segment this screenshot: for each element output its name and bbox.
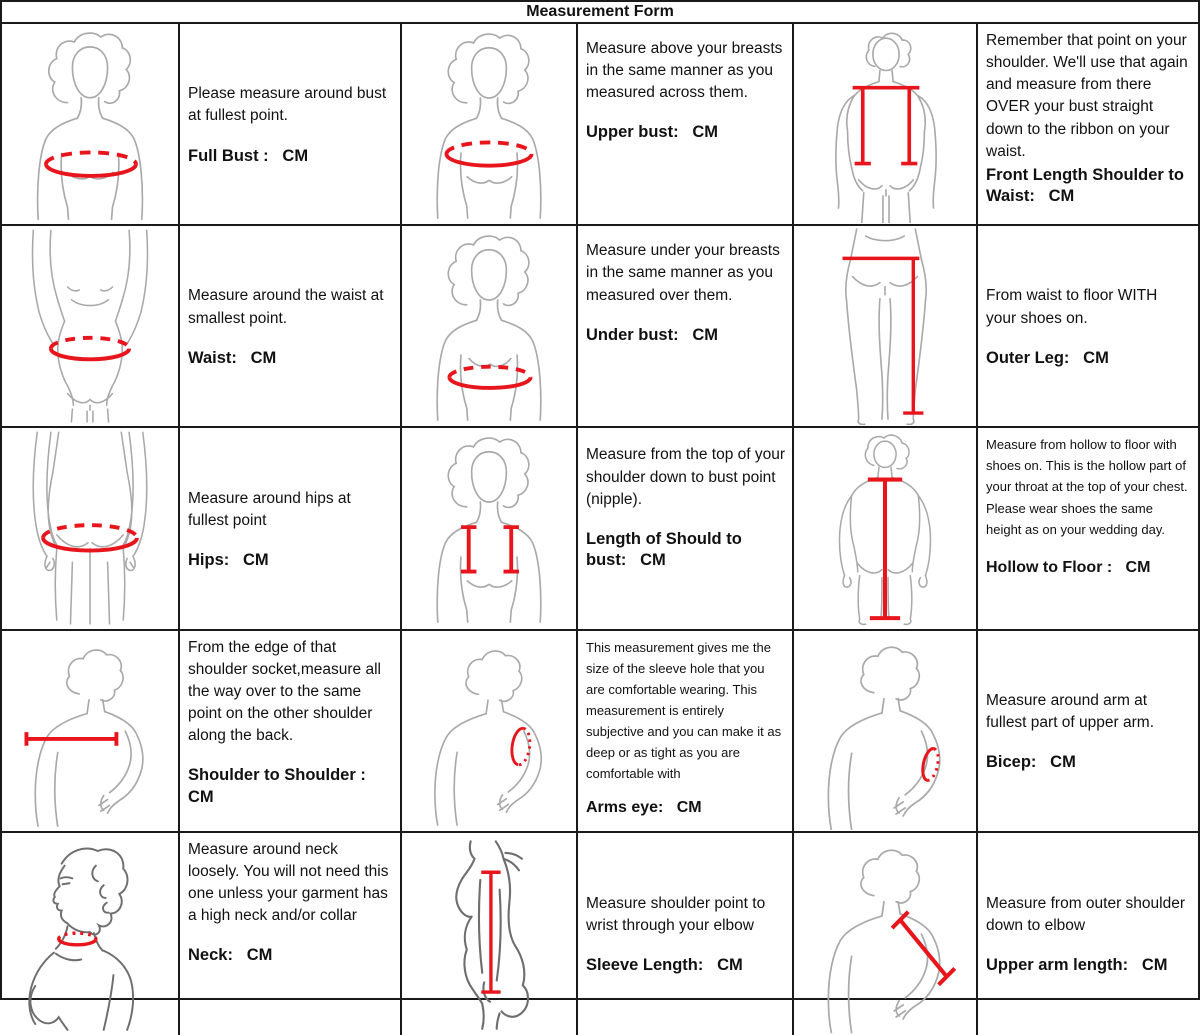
measure-cell-sleeve-length bbox=[578, 833, 794, 1035]
shoulder-to-shoulder-illustration bbox=[3, 632, 177, 830]
measurement-label: Neck: CM bbox=[188, 946, 273, 965]
measurement-label: Sleeve Length: CM bbox=[586, 956, 743, 975]
measure-cell-outer-leg bbox=[978, 226, 1198, 428]
full-bust-illustration bbox=[3, 25, 177, 223]
measure-cell-under-bust bbox=[578, 226, 794, 428]
measurement-description: Remember that point on your shoulder. We'll use that again and measure from there OVER your bust straight down to the ribbon on your waist. bbox=[986, 32, 1188, 160]
figure-cell-under-bust bbox=[402, 226, 578, 428]
upper-arm-length-illustration bbox=[795, 834, 975, 1034]
hips-illustration bbox=[3, 429, 177, 627]
measurement-description: Measure shoulder point to wrist through your elbow bbox=[586, 894, 766, 935]
outer-leg-illustration bbox=[795, 227, 975, 425]
measure-cell-waist bbox=[180, 226, 402, 428]
measurement-label: Bicep: CM bbox=[986, 753, 1076, 772]
measurement-description: Measure from outer shoulder down to elbow bbox=[986, 894, 1186, 935]
neck-illustration bbox=[3, 834, 177, 1034]
measure-cell-hollow-to-floor bbox=[978, 428, 1198, 630]
measurement-description: Measure around arm at fullest part of upper arm. bbox=[986, 691, 1154, 731]
measurement-description: Measure above your breasts in the same manner as you measured across them. bbox=[586, 40, 783, 102]
measure-cell-neck bbox=[180, 833, 402, 1035]
figure-cell-hips bbox=[2, 428, 180, 630]
figure-cell-upper-bust bbox=[402, 24, 578, 226]
measure-cell-shoulder-to-shoulder bbox=[180, 631, 402, 833]
measurement-description: From waist to floor WITH your shoes on. bbox=[986, 287, 1158, 327]
measurement-label: Full Bust : CM bbox=[188, 146, 309, 165]
figure-cell-neck bbox=[2, 833, 180, 1035]
measurement-label: Upper bust: CM bbox=[586, 123, 718, 142]
figure-cell-bicep bbox=[794, 631, 978, 833]
measurement-description: Measure from hollow to floor with shoes on. This is the hollow part of your throat at the top of your chest. Please wear shoes the same height as on your wedding day. bbox=[986, 437, 1188, 537]
measurement-description: Measure around neck loosely. You will not need this one unless your garment has a high neck and/or collar bbox=[188, 840, 389, 925]
measurement-description: This measurement gives me the size of the sleeve hole that you are comfortable wearing. This measurement is entirely subjective and you can make it as deep or as tight as you are comfortable with bbox=[586, 639, 782, 781]
measurement-label: Upper arm length: CM bbox=[986, 956, 1168, 975]
measurement-label: Outer Leg: CM bbox=[986, 348, 1109, 367]
figure-cell-arms-eye bbox=[402, 631, 578, 833]
figure-cell-shoulder-to-bust bbox=[402, 428, 578, 630]
measurement-description: Measure under your breasts in the same manner as you measured over them. bbox=[586, 242, 780, 304]
measurement-description: Measure around hips at fullest point bbox=[188, 489, 351, 529]
figure-cell-outer-leg bbox=[794, 226, 978, 428]
measure-cell-full-bust bbox=[180, 24, 402, 226]
upper-bust-illustration bbox=[403, 25, 575, 223]
measurement-label: Length of Should to bust: CM bbox=[586, 529, 747, 570]
figure-cell-shoulder-to-shoulder bbox=[2, 631, 180, 833]
measure-cell-hips bbox=[180, 428, 402, 630]
waist-illustration bbox=[3, 227, 177, 425]
measurement-label: Arms eye: CM bbox=[586, 798, 702, 816]
shoulder-to-bust-illustration bbox=[403, 429, 575, 627]
figure-cell-full-bust bbox=[2, 24, 180, 226]
under-bust-illustration bbox=[403, 227, 575, 425]
measurement-description: Measure from the top of your shoulder down to bust point (nipple). bbox=[586, 446, 786, 508]
figure-cell-upper-arm-length bbox=[794, 833, 978, 1035]
figure-cell-front-length bbox=[794, 24, 978, 226]
measure-cell-upper-arm-length bbox=[978, 833, 1198, 1035]
page-title: Measurement Form bbox=[2, 2, 1198, 24]
measurement-label: Shoulder to Shoulder : CM bbox=[188, 766, 371, 806]
measure-cell-bicep bbox=[978, 631, 1198, 833]
hollow-to-floor-illustration bbox=[795, 429, 975, 627]
measurement-description: Please measure around bust at fullest point. bbox=[188, 85, 387, 125]
arms-eye-illustration bbox=[403, 632, 575, 830]
measurement-label: Waist: CM bbox=[188, 348, 277, 367]
measure-cell-arms-eye bbox=[578, 631, 794, 833]
figure-cell-waist bbox=[2, 226, 180, 428]
measurement-description: From the edge of that shoulder socket,measure all the way over to the same point on the other shoulder along the back. bbox=[188, 638, 381, 745]
measure-cell-shoulder-to-bust bbox=[578, 428, 794, 630]
measurement-table bbox=[2, 24, 1198, 1035]
bicep-illustration bbox=[795, 632, 975, 830]
measure-cell-front-length bbox=[978, 24, 1198, 226]
measurement-description: Measure around the waist at smallest point. bbox=[188, 287, 384, 327]
figure-cell-hollow-to-floor bbox=[794, 428, 978, 630]
measurement-label: Under bust: CM bbox=[586, 325, 718, 344]
sleeve-length-illustration bbox=[403, 834, 575, 1034]
measure-cell-upper-bust bbox=[578, 24, 794, 226]
measurement-label: Hips: CM bbox=[188, 550, 269, 569]
figure-cell-sleeve-length bbox=[402, 833, 578, 1035]
measurement-label: Hollow to Floor : CM bbox=[986, 558, 1151, 576]
measurement-label: Front Length Shoulder to Waist: CM bbox=[986, 165, 1189, 206]
front-length-illustration bbox=[795, 25, 975, 223]
